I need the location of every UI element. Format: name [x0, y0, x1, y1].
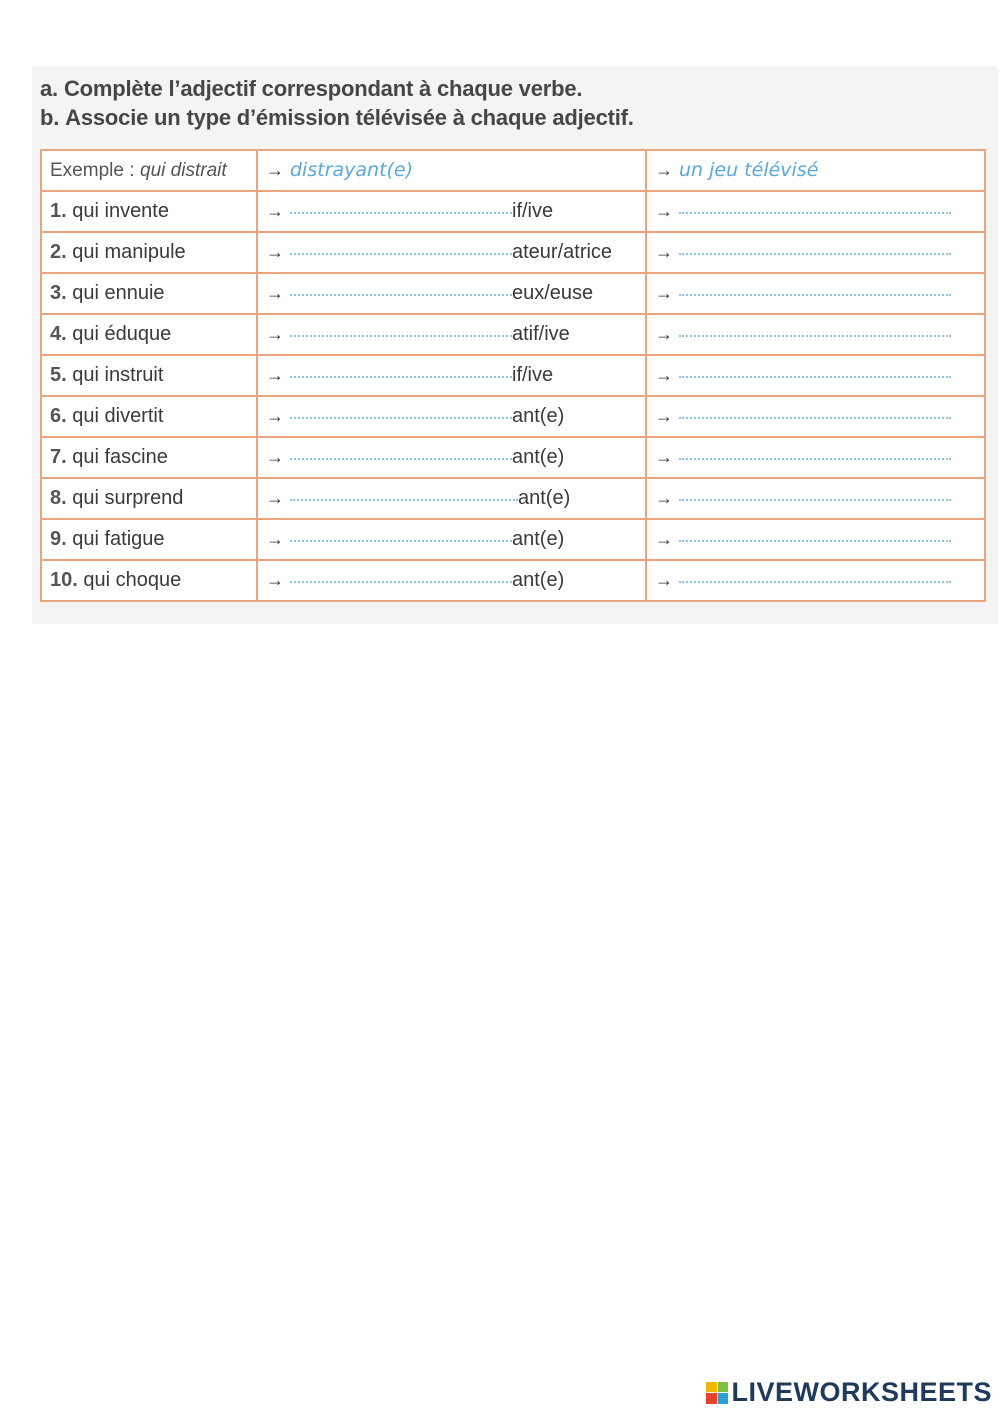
row-verb: qui fatigue: [72, 528, 165, 550]
arrow-icon: →: [266, 201, 284, 221]
instruction-b-text: Associe un type d’émission télévisée à chaque adjectif.: [65, 105, 634, 130]
row-number: 4.: [50, 323, 67, 345]
emission-blank[interactable]: [679, 457, 951, 460]
arrow-icon: →: [266, 406, 284, 426]
exercise-row: [41, 437, 985, 478]
adjective-suffix: eux/euse: [512, 282, 594, 304]
adjective-suffix: if/ive: [512, 200, 554, 222]
row-number: 6.: [50, 405, 67, 427]
row-verb: qui surprend: [72, 487, 184, 509]
emission-blank[interactable]: [679, 334, 951, 337]
row-number: 9.: [50, 528, 67, 550]
example-adjective-cell: [257, 150, 646, 191]
exercise-table: [40, 149, 986, 602]
instruction-a: [40, 76, 582, 102]
arrow-icon: →: [655, 324, 673, 344]
example-emission: un jeu télévisé: [679, 159, 819, 181]
adjective-suffix: if/ive: [512, 364, 554, 386]
example-verb: qui distrait: [140, 160, 227, 181]
row-verb: qui ennuie: [72, 282, 165, 304]
instruction-a-text: Complète l’adjectif correspondant à chaque verbe.: [63, 76, 583, 101]
exercise-row: [41, 232, 985, 273]
emission-blank[interactable]: [679, 416, 951, 419]
row-number: 5.: [50, 364, 67, 386]
adjective-suffix: ant(e): [512, 405, 565, 427]
arrow-icon: →: [655, 201, 673, 221]
exercise-row: [41, 355, 985, 396]
arrow-icon: →: [655, 570, 673, 590]
row-verb: qui invente: [72, 200, 169, 222]
adjective-suffix: ant(e): [512, 569, 565, 591]
emission-blank[interactable]: [679, 252, 951, 255]
adjective-blank[interactable]: [290, 416, 512, 419]
emission-blank[interactable]: [679, 539, 951, 542]
arrow-icon: →: [655, 365, 673, 385]
adjective-blank[interactable]: [290, 252, 512, 255]
arrow-icon: →: [655, 447, 673, 467]
arrow-icon: →: [655, 242, 673, 262]
adjective-suffix: ateur/atrice: [512, 241, 613, 263]
emission-blank[interactable]: [679, 580, 951, 583]
liveworksheets-logo-icon: [706, 1382, 728, 1404]
row-number: 7.: [50, 446, 67, 468]
adjective-suffix: ant(e): [512, 528, 565, 550]
arrow-icon: →: [266, 365, 284, 385]
exercise-row: [41, 191, 985, 232]
row-number: 10.: [50, 569, 78, 591]
row-number: 1.: [50, 200, 67, 222]
exercise-row: [41, 478, 985, 519]
emission-blank[interactable]: [679, 498, 951, 501]
arrow-icon: →: [266, 160, 284, 180]
adjective-blank[interactable]: [290, 211, 512, 214]
adjective-suffix: ant(e): [512, 446, 565, 468]
arrow-icon: →: [655, 283, 673, 303]
row-number: 2.: [50, 241, 67, 263]
exercise-row: [41, 314, 985, 355]
row-number: 3.: [50, 282, 67, 304]
row-number: 8.: [50, 487, 67, 509]
emission-blank[interactable]: [679, 375, 951, 378]
adjective-blank[interactable]: [290, 457, 512, 460]
adjective-suffix: atif/ive: [512, 323, 570, 345]
arrow-icon: →: [266, 324, 284, 344]
emission-blank[interactable]: [679, 211, 951, 214]
adjective-blank[interactable]: [290, 334, 512, 337]
brand-name: LIVEWORKSHEETS: [731, 1377, 992, 1407]
exercise-row: [41, 560, 985, 601]
arrow-icon: →: [655, 529, 673, 549]
arrow-icon: →: [655, 160, 673, 180]
arrow-icon: →: [266, 242, 284, 262]
row-verb: qui manipule: [72, 241, 186, 263]
arrow-icon: →: [655, 406, 673, 426]
example-row: [41, 150, 985, 191]
row-verb: qui choque: [83, 569, 182, 591]
example-adjective: distrayant(e): [290, 159, 414, 181]
row-verb: qui éduque: [72, 323, 172, 345]
adjective-suffix: ant(e): [518, 487, 571, 509]
arrow-icon: →: [266, 570, 284, 590]
arrow-icon: →: [266, 488, 284, 508]
row-verb: qui fascine: [72, 446, 168, 468]
example-label: Exemple :: [50, 160, 135, 181]
exercise-row: [41, 273, 985, 314]
exercise-row: [41, 519, 985, 560]
instruction-b: [40, 105, 634, 131]
example-emission-cell: [646, 150, 985, 191]
adjective-blank[interactable]: [290, 580, 512, 583]
adjective-blank[interactable]: [290, 539, 512, 542]
emission-blank[interactable]: [679, 293, 951, 296]
example-verb-cell: [41, 150, 257, 191]
arrow-icon: →: [655, 488, 673, 508]
adjective-blank[interactable]: [290, 498, 518, 501]
liveworksheets-brand[interactable]: [706, 1377, 992, 1408]
arrow-icon: →: [266, 529, 284, 549]
row-verb: qui instruit: [72, 364, 164, 386]
adjective-blank[interactable]: [290, 375, 512, 378]
instruction-a-label: a.: [40, 76, 58, 101]
row-verb: qui divertit: [72, 405, 164, 427]
arrow-icon: →: [266, 283, 284, 303]
instruction-b-label: b.: [40, 105, 60, 130]
adjective-blank[interactable]: [290, 293, 512, 296]
exercise-row: [41, 396, 985, 437]
arrow-icon: →: [266, 447, 284, 467]
